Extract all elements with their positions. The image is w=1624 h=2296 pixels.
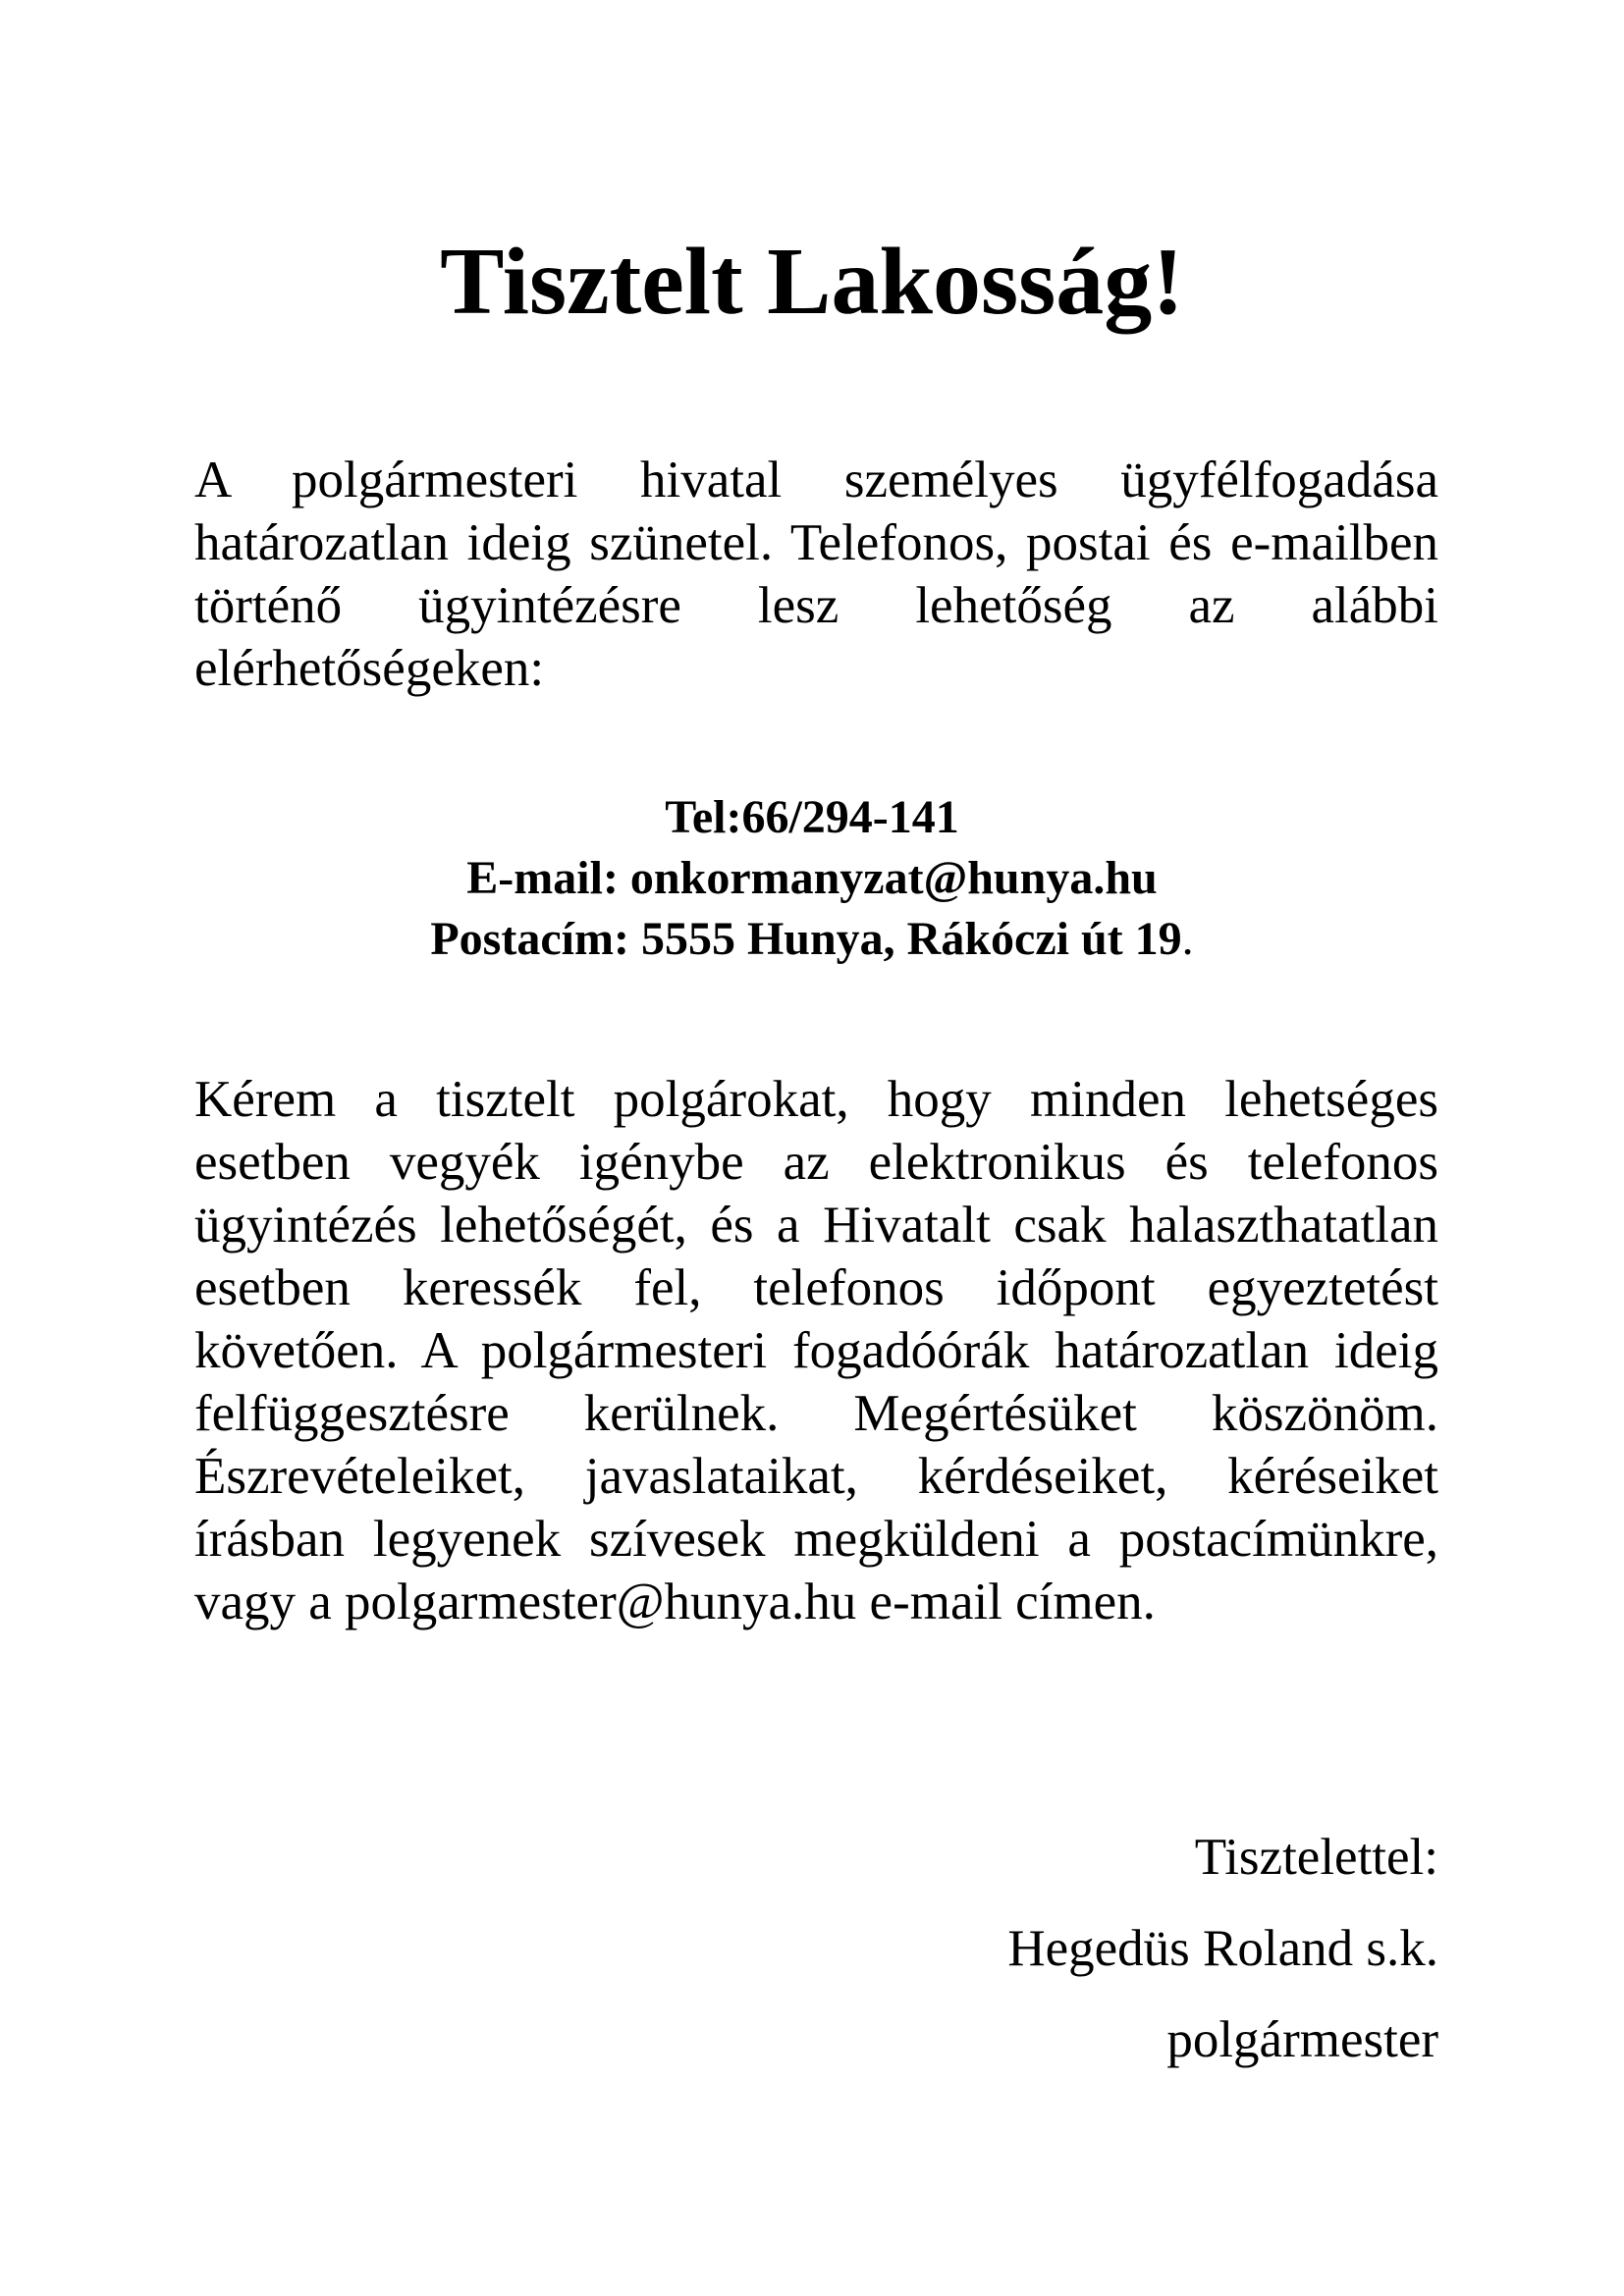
signature-closing: Tisztelettel: (1194, 1829, 1438, 1886)
intro-paragraph: A polgármesteri hivatal személyes ügyfélfogadása határozatlan ideig szünetel. Telefonos, postai és e-mailben történő ügyintézésre lesz lehetőség az alábbi elérhetőségeken: (194, 452, 1438, 697)
contact-email: E-mail: onkormanyzat@hunya.hu (466, 852, 1158, 904)
contact-address-period: . (1181, 913, 1194, 965)
request-paragraph: Kérem a tisztelt polgárokat, hogy minden lehetséges esetben vegyék igénybe az elektronikus és telefonos ügyintézés lehetőségét, és a Hivatalt csak halaszthatatlan esetben keressék fel, telefonos időpont egyeztetést követően. A polgármesteri fogadóórák határozatlan ideig felfüggesztésre kerülnek. Megértésüket köszönöm. Észrevételeiket, javaslataikat, kérdéseiket, kéréseiket írásban legyenek szívesek megküldeni a postacímünkre, vagy a polgarmester@hunya.hu e-mail címen. (194, 1071, 1438, 1630)
signature-name: Hegedüs Roland s.k. (1007, 1920, 1438, 1977)
contact-address-line (0, 909, 1624, 970)
contact-block (0, 787, 1624, 970)
contact-address: Postacím: 5555 Hunya, Rákóczi út 19 (430, 913, 1182, 965)
contact-phone: Tel:66/294-141 (665, 791, 959, 843)
signature-role: polgármester (1166, 2011, 1438, 2068)
document-title: Tisztelt Lakosság! (440, 229, 1184, 335)
